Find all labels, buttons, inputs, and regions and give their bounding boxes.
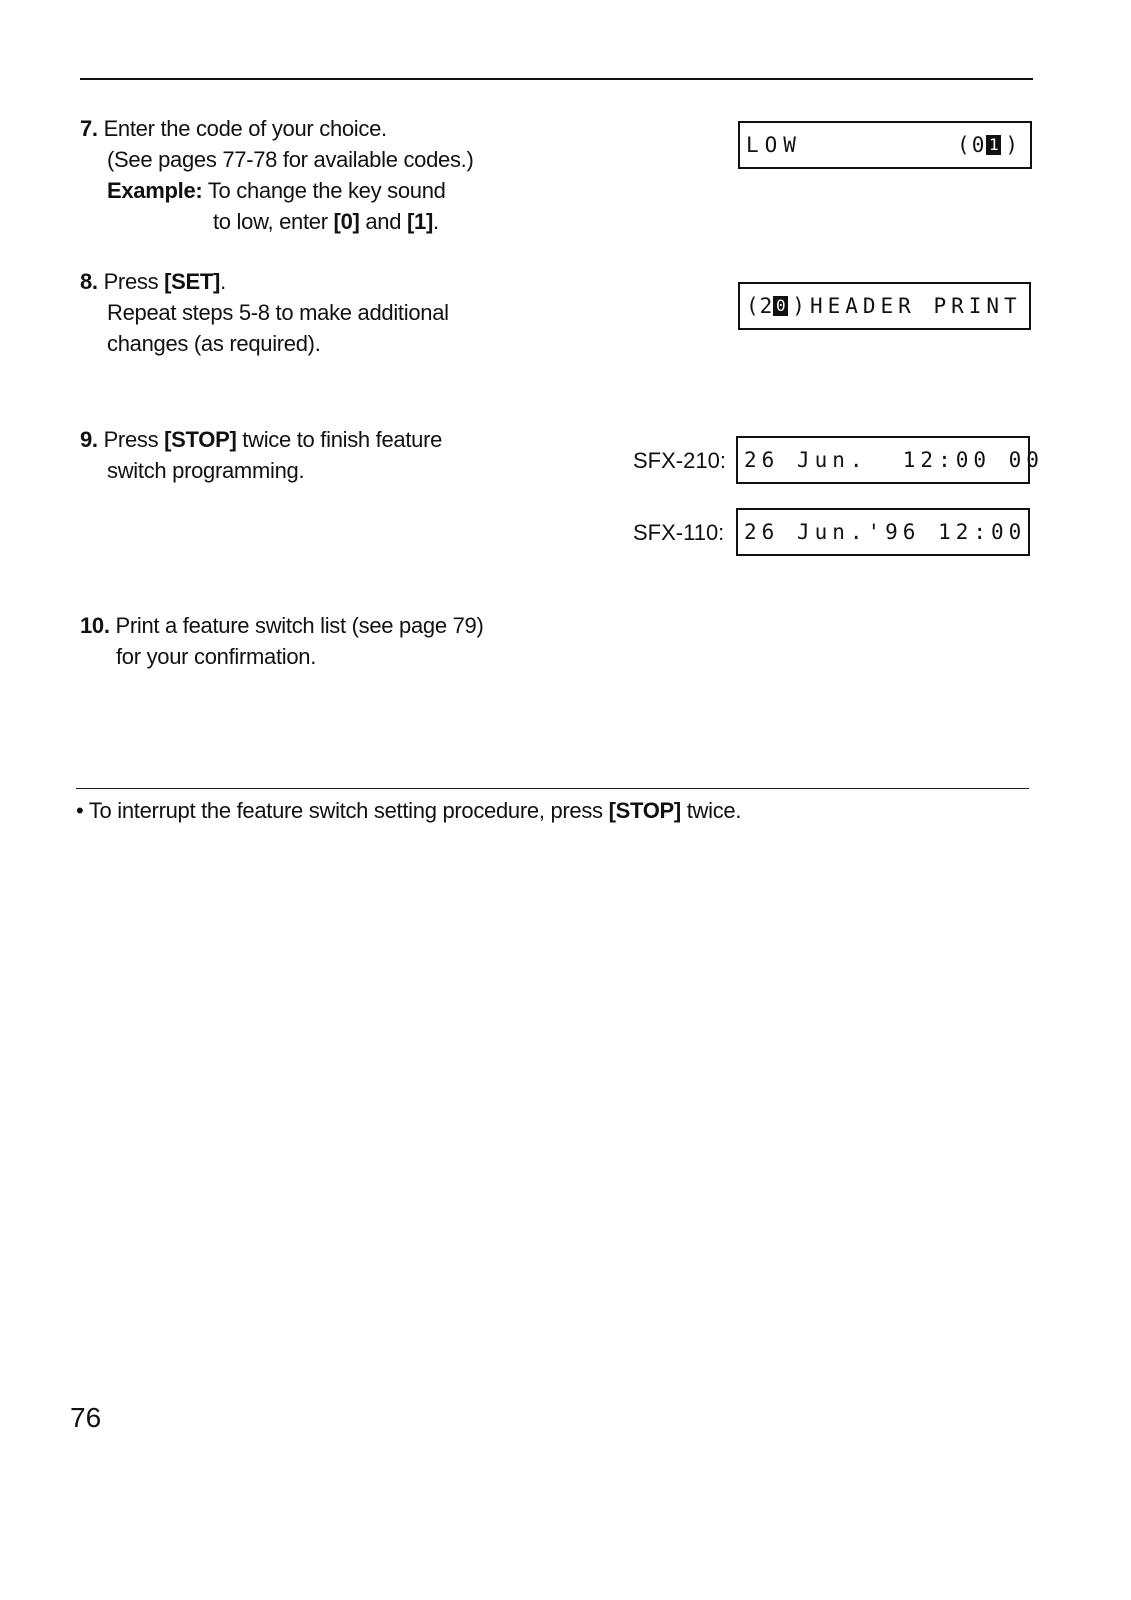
lcd-text: ) bbox=[1005, 133, 1024, 157]
note-text: To interrupt the feature switch setting procedure, press bbox=[83, 798, 609, 823]
key-stop: [STOP] bbox=[164, 427, 237, 452]
lcd-text: 26 Jun. 12:00 00 bbox=[744, 448, 1044, 472]
step-text: Press bbox=[103, 269, 165, 294]
lcd-header-display bbox=[738, 282, 1031, 330]
note-rule bbox=[76, 788, 1029, 789]
step-text: Repeat steps 5-8 to make additional bbox=[107, 300, 449, 325]
lcd-sfx210-display bbox=[736, 436, 1044, 484]
step-text: to low, enter bbox=[213, 209, 334, 234]
step-text: Enter the code of your choice. bbox=[103, 116, 387, 141]
step-10 bbox=[80, 610, 484, 672]
step-text: changes (as required). bbox=[107, 331, 321, 356]
lcd-text: )HEADER PRINT bbox=[792, 294, 1022, 318]
lcd-sfx110-display bbox=[736, 508, 1030, 556]
step-text: and bbox=[359, 209, 407, 234]
step-number: 8. bbox=[80, 269, 98, 294]
lcd-cursor: 0 bbox=[773, 296, 788, 316]
example-label: Example: bbox=[107, 178, 203, 203]
step-number: 10. bbox=[80, 613, 110, 638]
lcd-text: (2 bbox=[746, 294, 774, 318]
step-text: for your confirmation. bbox=[116, 644, 317, 669]
step-text: twice to finish feature bbox=[236, 427, 443, 452]
step-7 bbox=[80, 113, 474, 237]
bullet: • bbox=[76, 798, 84, 823]
key-1: [1] bbox=[406, 209, 433, 234]
step-text: . bbox=[220, 269, 226, 294]
step-text: Print a feature switch list (see page 79) bbox=[115, 613, 484, 638]
lcd-low-display bbox=[738, 121, 1032, 169]
sfx110-label: SFX-110: bbox=[633, 520, 725, 545]
lcd-cursor: 1 bbox=[986, 135, 1001, 155]
top-rule bbox=[80, 78, 1033, 80]
lcd-text: LOW bbox=[746, 133, 802, 157]
step-text: switch programming. bbox=[107, 458, 305, 483]
note-text: twice. bbox=[680, 798, 742, 823]
step-9 bbox=[80, 424, 442, 486]
step-8 bbox=[80, 266, 449, 359]
sfx210-label: SFX-210: bbox=[633, 448, 726, 473]
key-stop: [STOP] bbox=[608, 798, 681, 823]
lcd-text: 26 Jun.'96 12:00 bbox=[744, 520, 1027, 544]
step-number: 7. bbox=[80, 116, 98, 141]
key-set: [SET] bbox=[164, 269, 221, 294]
step-text: Press bbox=[103, 427, 165, 452]
lcd-text: (0 bbox=[957, 133, 987, 157]
note bbox=[76, 798, 741, 824]
key-0: [0] bbox=[333, 209, 360, 234]
step-text: To change the key sound bbox=[207, 178, 446, 203]
step-text: . bbox=[432, 209, 439, 234]
page-number: 76 bbox=[70, 1402, 102, 1433]
step-number: 9. bbox=[80, 427, 98, 452]
step-text: (See pages 77-78 for available codes.) bbox=[107, 147, 474, 172]
